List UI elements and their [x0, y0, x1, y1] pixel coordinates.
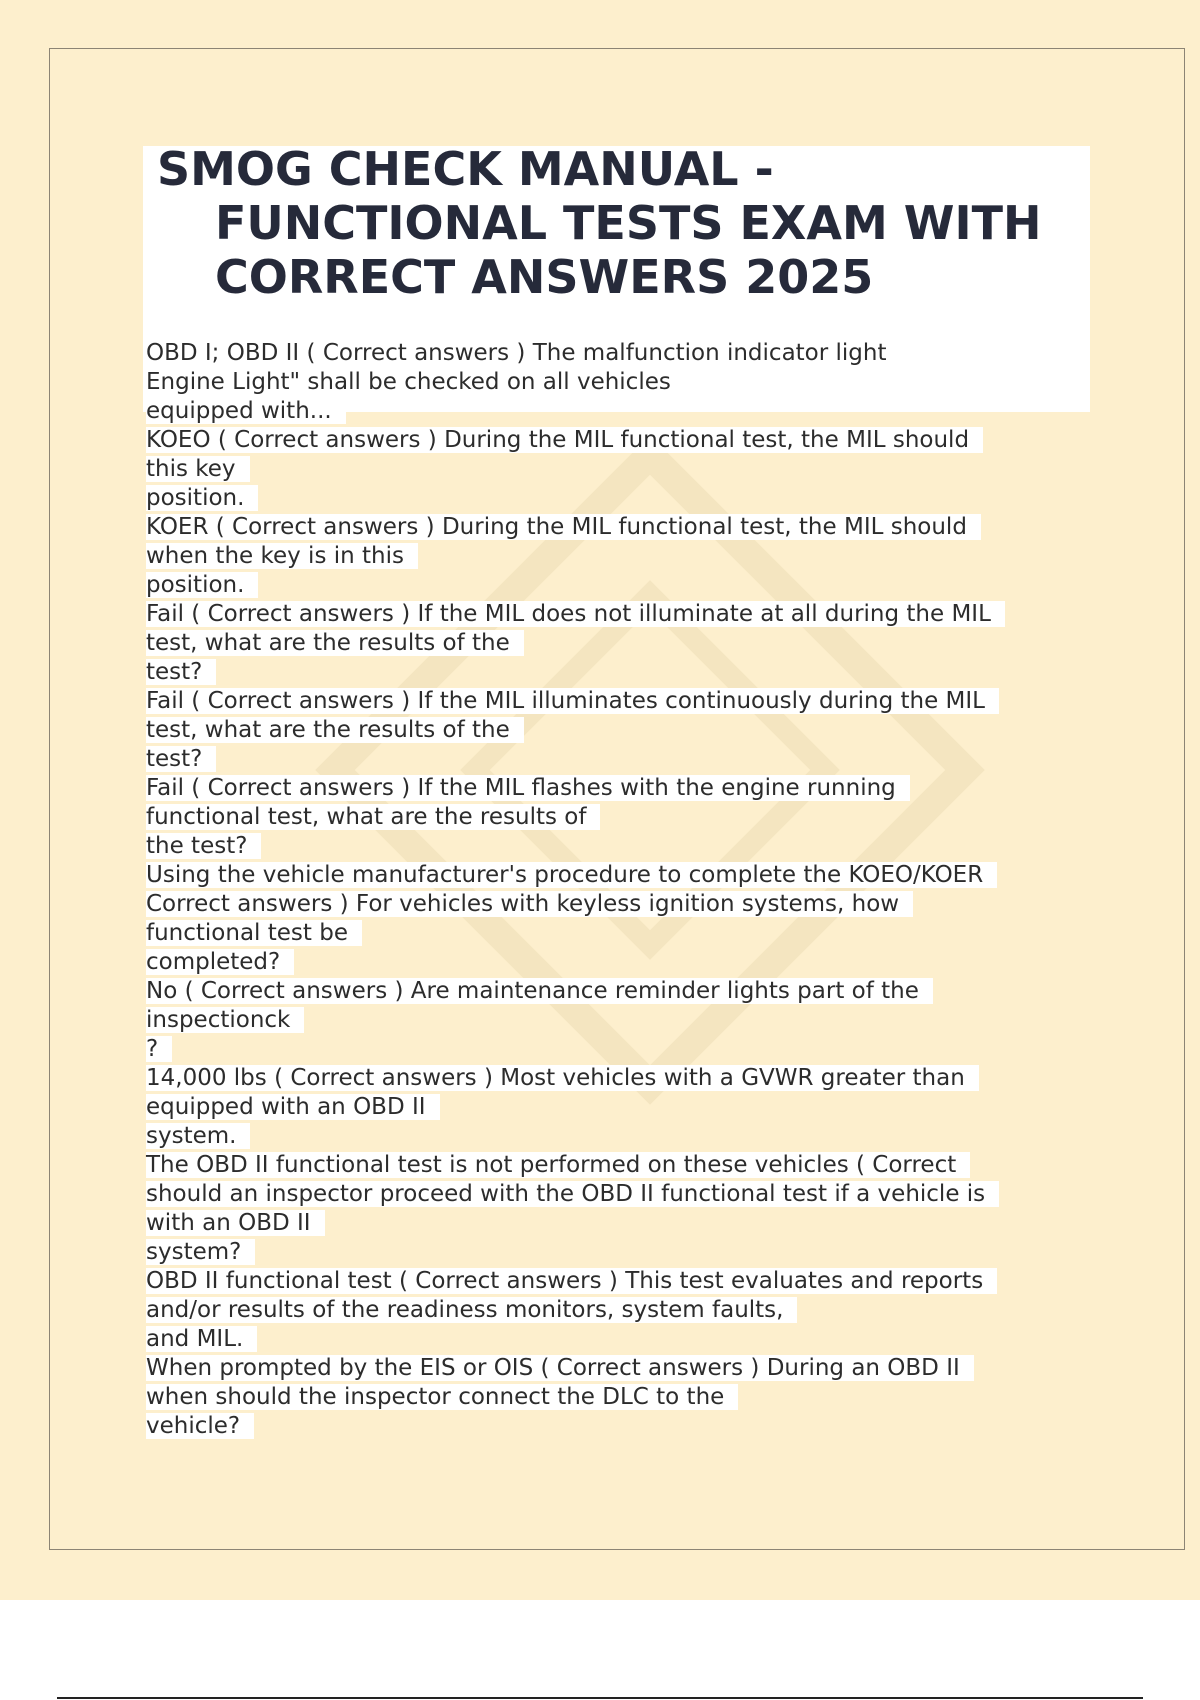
- text-line: [146, 339, 1146, 368]
- text-line: [146, 629, 1146, 658]
- question-answer-list: [146, 339, 1146, 1441]
- text-line-content: completed?: [146, 949, 294, 975]
- text-line: [146, 455, 1146, 484]
- text-line: [146, 513, 1146, 542]
- text-line: [146, 1151, 1146, 1180]
- text-line: [146, 1209, 1146, 1238]
- text-line-content: test, what are the results of the: [146, 717, 524, 743]
- text-line-content: the test?: [146, 833, 261, 859]
- text-line-content: Engine Light" shall be checked on all vehicles: [146, 369, 685, 395]
- text-line-content: test?: [146, 746, 216, 772]
- text-line-content: inspectionck: [146, 1007, 304, 1033]
- text-line-content: functional test be: [146, 920, 362, 946]
- footer-rule: [57, 1697, 1143, 1699]
- text-line: [146, 716, 1146, 745]
- text-line-content: Using the vehicle manufacturer's procedure to complete the KOEO/KOER: [146, 862, 997, 888]
- text-line-content: test, what are the results of the: [146, 630, 524, 656]
- text-line: [146, 1093, 1146, 1122]
- text-line: [146, 484, 1146, 513]
- text-line: [146, 1180, 1146, 1209]
- text-line: [146, 1296, 1146, 1325]
- title-line-1: SMOG CHECK MANUAL -: [157, 142, 774, 196]
- text-line-content: system?: [146, 1239, 255, 1265]
- text-line-content: OBD I; OBD II ( Correct answers ) The malfunction indicator light: [146, 340, 901, 366]
- text-line-content: ?: [146, 1036, 172, 1062]
- text-line-content: vehicle?: [146, 1413, 254, 1439]
- text-line: [146, 1267, 1146, 1296]
- text-line: [146, 861, 1146, 890]
- document-title: [157, 142, 1077, 304]
- text-line-content: system.: [146, 1123, 250, 1149]
- text-line-content: KOER ( Correct answers ) During the MIL functional test, the MIL should: [146, 514, 981, 540]
- text-line-content: functional test, what are the results of: [146, 804, 600, 830]
- text-line-content: KOEO ( Correct answers ) During the MIL functional test, the MIL should: [146, 427, 983, 453]
- text-line: [146, 1383, 1146, 1412]
- text-line: [146, 803, 1146, 832]
- text-line-content: position.: [146, 485, 258, 511]
- text-line: [146, 1325, 1146, 1354]
- text-line: [146, 774, 1146, 803]
- text-line: [146, 1238, 1146, 1267]
- text-line-content: should an inspector proceed with the OBD II functional test if a vehicle is: [146, 1181, 999, 1207]
- text-line-content: No ( Correct answers ) Are maintenance reminder lights part of the: [146, 978, 933, 1004]
- text-line-content: Fail ( Correct answers ) If the MIL illuminates continuously during the MIL: [146, 688, 999, 714]
- text-line-content: 14,000 lbs ( Correct answers ) Most vehicles with a GVWR greater than: [146, 1065, 979, 1091]
- text-line-content: this key: [146, 456, 250, 482]
- text-line: [146, 948, 1146, 977]
- text-line: [146, 600, 1146, 629]
- text-line: [146, 745, 1146, 774]
- text-line: [146, 1064, 1146, 1093]
- title-line-2: FUNCTIONAL TESTS EXAM WITH: [215, 196, 1042, 250]
- text-line: [146, 1354, 1146, 1383]
- text-line: [146, 890, 1146, 919]
- text-line: [146, 832, 1146, 861]
- text-line-content: OBD II functional test ( Correct answers ) This test evaluates and reports: [146, 1268, 997, 1294]
- title-line-3: CORRECT ANSWERS 2025: [215, 250, 874, 304]
- text-line-content: when the key is in this: [146, 543, 418, 569]
- text-line-content: and/or results of the readiness monitors, system faults,: [146, 1297, 797, 1323]
- text-line-content: equipped with an OBD II: [146, 1094, 440, 1120]
- text-line: [146, 368, 1146, 397]
- text-line: [146, 1035, 1146, 1064]
- text-line-content: Fail ( Correct answers ) If the MIL does not illuminate at all during the MIL: [146, 601, 1005, 627]
- text-line: [146, 977, 1146, 1006]
- text-line: [146, 658, 1146, 687]
- text-line: [146, 1412, 1146, 1441]
- text-line-content: and MIL.: [146, 1326, 257, 1352]
- text-line-content: Correct answers ) For vehicles with keyless ignition systems, how: [146, 891, 913, 917]
- text-line-content: When prompted by the EIS or OIS ( Correct answers ) During an OBD II: [146, 1355, 974, 1381]
- text-line-content: Fail ( Correct answers ) If the MIL flashes with the engine running: [146, 775, 910, 801]
- text-line-content: position.: [146, 572, 258, 598]
- text-line-content: test?: [146, 659, 216, 685]
- text-line: [146, 919, 1146, 948]
- text-line-content: when should the inspector connect the DLC to the: [146, 1384, 738, 1410]
- text-line: [146, 571, 1146, 600]
- text-line-content: The OBD II functional test is not performed on these vehicles ( Correct: [146, 1152, 970, 1178]
- text-line-content: with an OBD II: [146, 1210, 325, 1236]
- text-line: [146, 687, 1146, 716]
- text-line-content: equipped with...: [146, 398, 346, 424]
- text-line: [146, 1006, 1146, 1035]
- text-line: [146, 542, 1146, 571]
- text-line: [146, 1122, 1146, 1151]
- text-line: [146, 397, 1146, 426]
- text-line: [146, 426, 1146, 455]
